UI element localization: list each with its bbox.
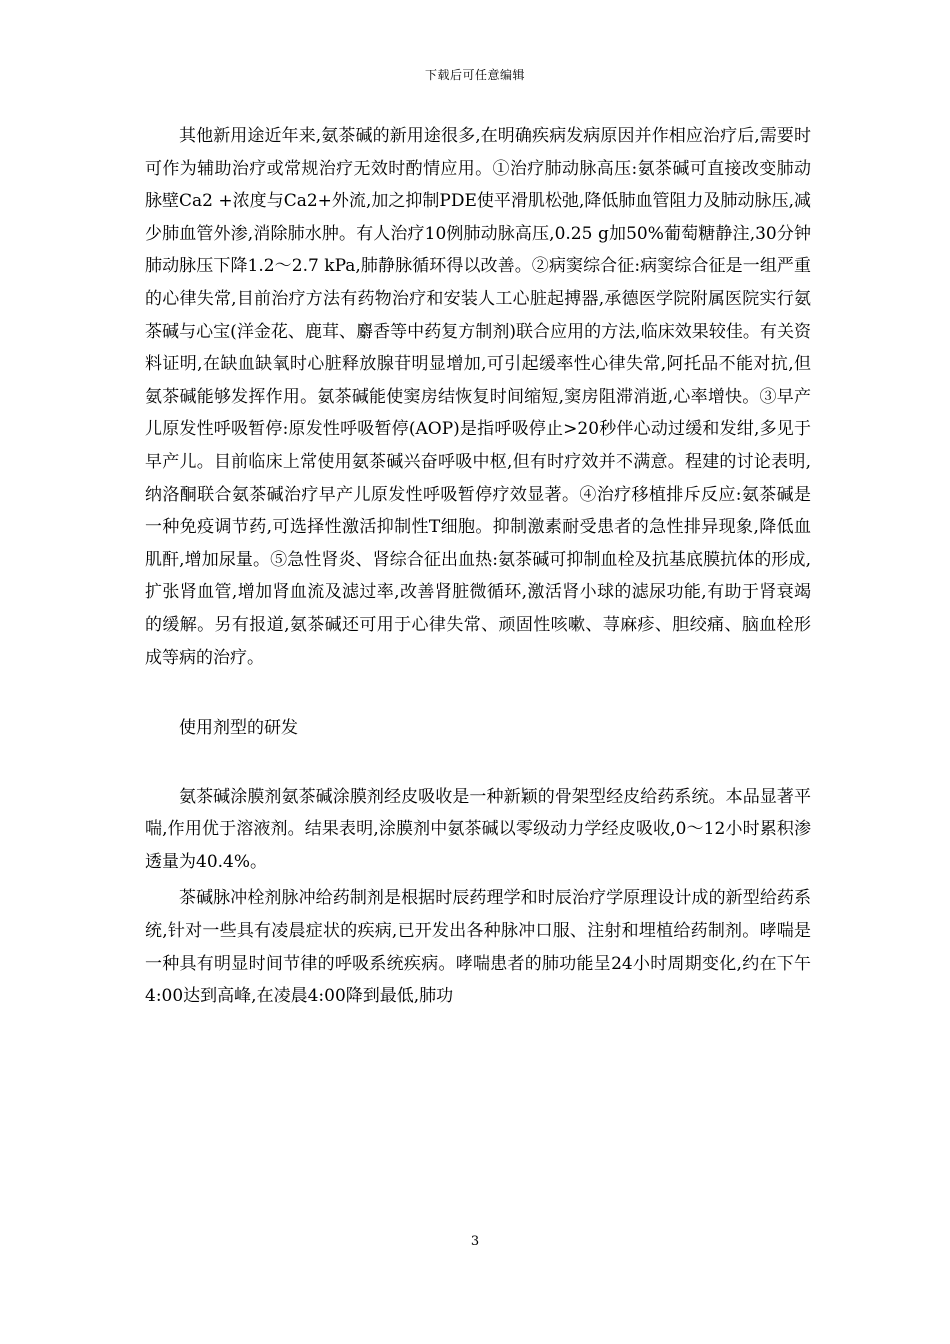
section-heading: 使用剂型的研发	[179, 718, 298, 739]
page-header: 下载后可任意编辑	[424, 68, 525, 82]
paragraph-pulse-suppository: 茶碱脉冲栓剂脉冲给药制剂是根据时辰药理学和时辰治疗学原理设计成的新型给药系统,针对一些具有凌晨症状的疾病,已开发出各种脉冲口服、注射和埋植给药制剂。哮喘是一种具有明显时间节律的呼吸系统疾病。哮喘患者的肺功能呈24小时周期变化,约在下午4:00达到高峰,在凌晨4:00降到最低,肺功	[145, 888, 811, 1007]
paragraph-coating-film: 氨茶碱涂膜剂氨茶碱涂膜剂经皮吸收是一种新颖的骨架型经皮给药系统。本品显著平喘,作用优于溶液剂。结果表明,涂膜剂中氨茶碱以零级动力学经皮吸收,0～12小时累积渗透量为40.4%。	[145, 786, 811, 872]
paragraph-other-uses: 其他新用途近年来,氨茶碱的新用途很多,在明确疾病发病原因并作相应治疗后,需要时可作为辅助治疗或常规治疗无效时酌情应用。①治疗肺动脉高压:氨茶碱可直接改变肺动脉壁Ca2 +浓度与Ca2+外流,加之抑制PDE使平滑肌松弛,降低肺血管阻力及肺动脉压,减少肺血管外渗,消除肺水肿。有人治疗10例肺动脉高压,0.25 g加50%葡萄糖静注,30分钟肺动脉压下降1.2～2.7 kPa,肺静脉循环得以改善。②病窦综合征:病窦综合征是一组严重的心律失常,目前治疗方法有药物治疗和安装人工心脏起搏器,承德医学院附属医院实行氨茶碱与心宝(洋金花、鹿茸、麝香等中药复方制剂)联合应用的方法,临床效果较佳。有关资料证明,在缺血缺氧时心脏释放腺苷明显增加,可引起缓率性心律失常,阿托品不能对抗,但氨茶碱能够发挥作用。氨茶碱能使窦房结恢复时间缩短,窦房阻滞消逝,心率增快。③早产儿原发性呼吸暂停:原发性呼吸暂停(AOP)是指呼吸停止>20秒伴心动过缓和发绀,多见于早产儿。目前临床上常使用氨茶碱兴奋呼吸中枢,但有时疗效并不满意。程建的讨论表明,纳洛酮联合氨茶碱治疗早产儿原发性呼吸暂停疗效显著。④治疗移植排斥反应:氨茶碱是一种免疫调节药,可选择性激活抑制性T细胞。抑制激素耐受患者的急性排异现象,降低血肌酐,增加尿量。⑤急性肾炎、肾综合征出血热:氨茶碱可抑制血栓及抗基底膜抗体的形成,扩张肾血管,增加肾血流及滤过率,改善肾脏微循环,激活肾小球的滤尿功能,有助于肾衰竭的缓解。另有报道,氨茶碱还可用于心律失常、顽固性咳嗽、荨麻疹、胆绞痛、脑血栓形成等病的治疗。	[145, 126, 811, 668]
page-number: 3	[470, 1234, 480, 1249]
spacer	[145, 674, 811, 712]
spacer	[145, 745, 811, 781]
document-body	[145, 120, 811, 1013]
